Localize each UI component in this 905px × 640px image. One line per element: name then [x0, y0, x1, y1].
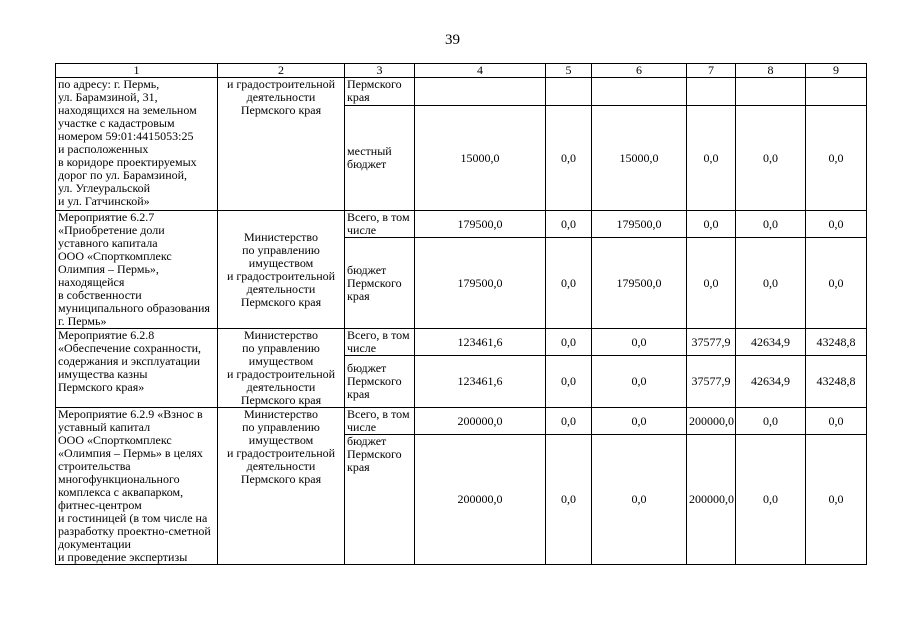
value-cell: 123461,6: [415, 356, 546, 408]
activity-description: Мероприятие 6.2.8 «Обеспечение сохранности, содержания и эксплуатации имущества казны Пермского края»: [56, 329, 218, 408]
value-cell: 0,0: [806, 408, 867, 435]
value-cell: 179500,0: [415, 211, 546, 238]
activity-description: Мероприятие 6.2.7 «Приобретение доли уставного капитала ООО «Спорткомплекс Олимпия – Пермь», находящейся в собственности муниципального образования г. Пермь»: [56, 211, 218, 329]
executor-cell: Министерство по управлению имуществом и градостроительной деятельности Пермского края: [218, 408, 345, 565]
value-cell: 0,0: [736, 435, 806, 565]
value-cell: [736, 78, 806, 106]
value-cell: 0,0: [687, 211, 736, 238]
table-row: [56, 211, 867, 238]
value-cell: [415, 78, 546, 106]
value-cell: 0,0: [806, 435, 867, 565]
value-cell: 37577,9: [687, 356, 736, 408]
value-cell: 0,0: [736, 106, 806, 211]
value-cell: 0,0: [592, 329, 687, 356]
value-cell: 15000,0: [415, 106, 546, 211]
value-cell: 0,0: [687, 238, 736, 329]
header-cell: 2: [218, 64, 345, 78]
activity-description: по адресу: г. Пермь, ул. Барамзиной, 31, находящихся на земельном участке с кадастровым номером 59:01:4415053:25 и расположенных в коридоре проектируемых дорог по ул. Барамзиной, ул. Углеуральской и ул. Гатчинской»: [56, 78, 218, 211]
executor-cell: Министерство по управлению имуществом и градостроительной деятельности Пермского края: [218, 211, 345, 329]
table-row: [56, 408, 867, 435]
value-cell: 0,0: [806, 211, 867, 238]
funding-source: бюджет Пермского края: [345, 356, 415, 408]
value-cell: 0,0: [546, 238, 592, 329]
budget-table: [55, 63, 867, 565]
value-cell: 0,0: [592, 435, 687, 565]
value-cell: 0,0: [736, 238, 806, 329]
executor-cell: и градостроительной деятельности Пермского края: [218, 78, 345, 211]
value-cell: 179500,0: [592, 238, 687, 329]
header-cell: 4: [415, 64, 546, 78]
table-row: [56, 78, 867, 106]
header-cell: 7: [687, 64, 736, 78]
value-cell: 0,0: [687, 106, 736, 211]
header-cell: 9: [806, 64, 867, 78]
funding-source: Всего, в том числе: [345, 408, 415, 435]
table-row: [56, 329, 867, 356]
value-cell: 200000,0: [687, 435, 736, 565]
value-cell: [806, 78, 867, 106]
activity-description: Мероприятие 6.2.9 «Взнос в уставный капитал ООО «Спорткомплекс «Олимпия – Пермь» в целях строительства многофункционального комплекса с аквапарком, фитнес-центром и гостиницей (в том числе на разработку проектно-сметной документации и проведение экспертизы: [56, 408, 218, 565]
funding-source: Пермского края: [345, 78, 415, 106]
header-cell: 3: [345, 64, 415, 78]
value-cell: 0,0: [806, 106, 867, 211]
funding-source: бюджет Пермского края: [345, 238, 415, 329]
value-cell: 0,0: [546, 408, 592, 435]
value-cell: 0,0: [736, 408, 806, 435]
funding-source: местный бюджет: [345, 106, 415, 211]
value-cell: 0,0: [806, 238, 867, 329]
value-cell: 0,0: [592, 356, 687, 408]
header-cell: 8: [736, 64, 806, 78]
value-cell: 0,0: [546, 435, 592, 565]
value-cell: 43248,8: [806, 329, 867, 356]
value-cell: 42634,9: [736, 329, 806, 356]
value-cell: 0,0: [546, 106, 592, 211]
value-cell: [687, 78, 736, 106]
value-cell: 179500,0: [592, 211, 687, 238]
value-cell: 200000,0: [415, 435, 546, 565]
funding-source: Всего, в том числе: [345, 211, 415, 238]
header-cell: 1: [56, 64, 218, 78]
value-cell: 0,0: [546, 329, 592, 356]
header-row: [56, 64, 867, 78]
value-cell: [592, 78, 687, 106]
value-cell: 42634,9: [736, 356, 806, 408]
value-cell: 200000,0: [415, 408, 546, 435]
value-cell: 123461,6: [415, 329, 546, 356]
value-cell: 0,0: [736, 211, 806, 238]
value-cell: 0,0: [592, 408, 687, 435]
value-cell: 200000,0: [687, 408, 736, 435]
header-cell: 6: [592, 64, 687, 78]
value-cell: 15000,0: [592, 106, 687, 211]
value-cell: 43248,8: [806, 356, 867, 408]
header-cell: 5: [546, 64, 592, 78]
executor-cell: Министерство по управлению имуществом и градостроительной деятельности Пермского края: [218, 329, 345, 408]
value-cell: 0,0: [546, 211, 592, 238]
page-number: 39: [445, 32, 460, 48]
funding-source: Всего, в том числе: [345, 329, 415, 356]
value-cell: 179500,0: [415, 238, 546, 329]
value-cell: 37577,9: [687, 329, 736, 356]
funding-source: бюджет Пермского края: [345, 435, 415, 565]
value-cell: 0,0: [546, 356, 592, 408]
value-cell: [546, 78, 592, 106]
